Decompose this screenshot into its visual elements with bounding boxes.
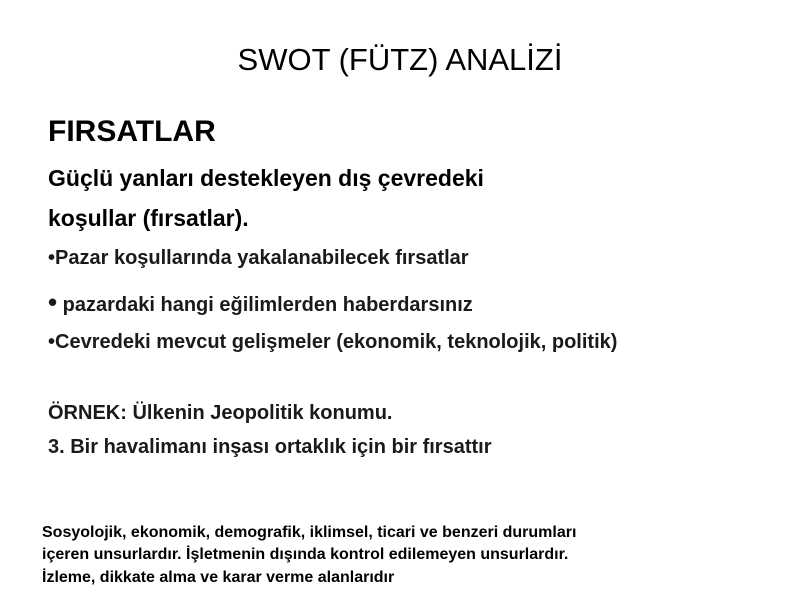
bullet-text: pazardaki hangi eğilimlerden haberdarsınız [57,294,473,316]
bullet-item [48,288,473,319]
slide-title: SWOT (FÜTZ) ANALİZİ [237,42,563,77]
note-line-1: Sosyolojik, ekonomik, demografik, iklimsel, ticari ve benzeri durumları [42,524,577,541]
section-heading: FIRSATLAR [48,115,216,148]
bullet-icon: • [48,247,56,269]
bullet-icon: • [48,287,58,317]
bullet-item [48,328,617,356]
bullet-text: Pazar koşullarında yakalanabilecek fırsatlar [55,247,469,269]
example-line-1: ÖRNEK: Ülkenin Jeopolitik konumu. [48,402,393,424]
bullet-icon: • [48,331,56,353]
intro-line-2: koşullar (fırsatlar). [48,205,249,231]
bullet-text: Cevredeki mevcut gelişmeler (ekonomik, teknolojik, politik) [55,331,618,353]
note-line-3: İzleme, dikkate alma ve karar verme alanlarıdır [42,569,395,586]
note-line-2: içeren unsurlardır. İşletmenin dışında kontrol edilemeyen unsurlardır. [42,546,569,563]
bullet-item [48,244,469,272]
intro-line-1: Güçlü yanları destekleyen dış çevredeki [48,165,484,191]
example-line-2: 3. Bir havalimanı inşası ortaklık için bir fırsattır [48,436,492,458]
